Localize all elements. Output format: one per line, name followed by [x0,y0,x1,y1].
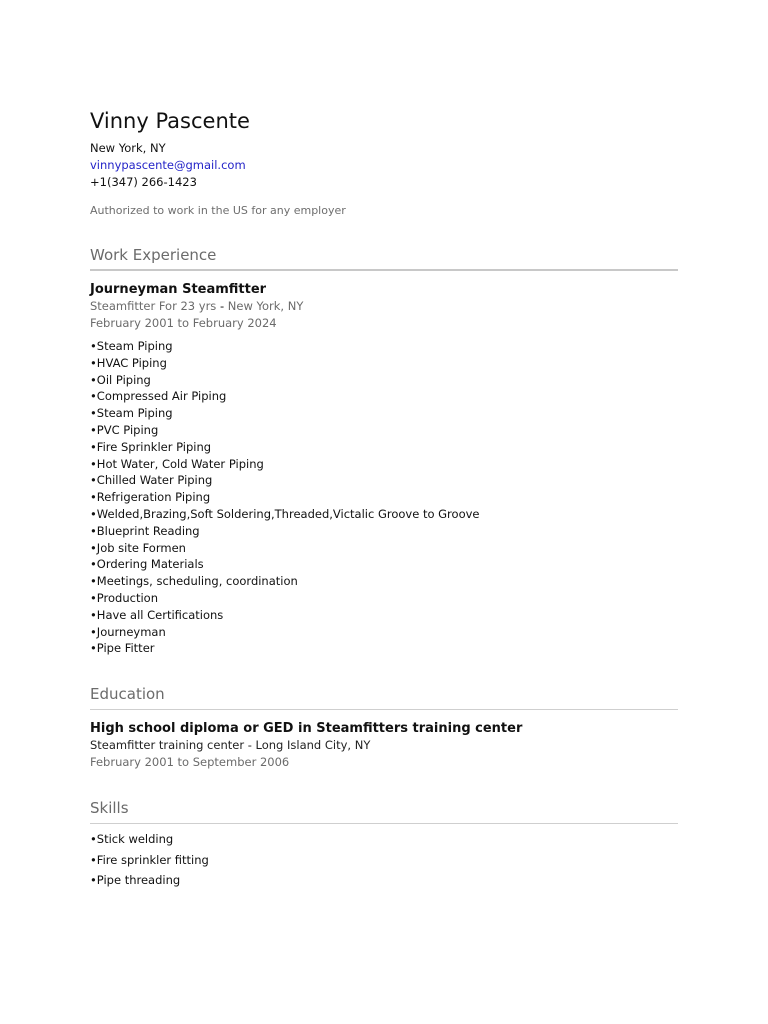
list-item: • Have all Certifications [90,607,480,624]
list-item: • Welded,Brazing,Soft Soldering,Threaded,Victalic Groove to Groove [90,506,480,523]
education-dates: February 2001 to September 2006 [90,755,290,769]
list-item: • Stick welding [90,829,209,850]
job-company: Steamfitter For 23 yrs [90,299,217,313]
job-dates: February 2001 to February 2024 [90,316,277,330]
list-item: • Fire Sprinkler Piping [90,439,480,456]
job-company-line [90,298,303,315]
list-item: • Ordering Materials [90,556,480,573]
list-item: • Oil Piping [90,372,480,389]
job-location: New York, NY [227,299,304,313]
skills-heading: Skills [90,799,129,817]
degree-title: High school diploma or GED in Steamfitters training center [90,721,523,736]
work-experience-heading: Work Experience [90,246,217,264]
school-line: Steamfitter training center - Long Island City, NY [90,738,371,752]
education-heading: Education [90,685,165,703]
list-item: • Meetings, scheduling, coordination [90,573,480,590]
list-item: • Steam Piping [90,338,480,355]
skills-divider [90,823,678,824]
list-item: • Refrigeration Piping [90,489,480,506]
job-separator: - [219,299,225,313]
list-item: • Pipe Fitter [90,640,480,657]
list-item: • PVC Piping [90,422,480,439]
list-item: • Fire sprinkler fitting [90,850,209,871]
work-experience-divider [90,269,678,271]
job-duties-list [90,338,480,657]
list-item: • Chilled Water Piping [90,472,480,489]
skills-list [90,829,209,891]
list-item: • Steam Piping [90,405,480,422]
list-item: • Job site Formen [90,540,480,557]
list-item: • Blueprint Reading [90,523,480,540]
email-link[interactable]: vinnypascente@gmail.com [90,158,246,172]
list-item: • Journeyman [90,624,480,641]
list-item: • Production [90,590,480,607]
job-title: Journeyman Steamfitter [90,282,267,297]
work-authorization-text: Authorized to work in the US for any employer [90,204,346,217]
contact-block [90,140,246,191]
list-item: • Hot Water, Cold Water Piping [90,456,480,473]
candidate-name: Vinny Pascente [90,109,250,133]
location-text: New York, NY [90,141,166,155]
phone-text: +1(347) 266-1423 [90,175,197,189]
list-item: • HVAC Piping [90,355,480,372]
list-item: • Compressed Air Piping [90,388,480,405]
list-item: • Pipe threading [90,870,209,891]
education-divider [90,709,678,710]
